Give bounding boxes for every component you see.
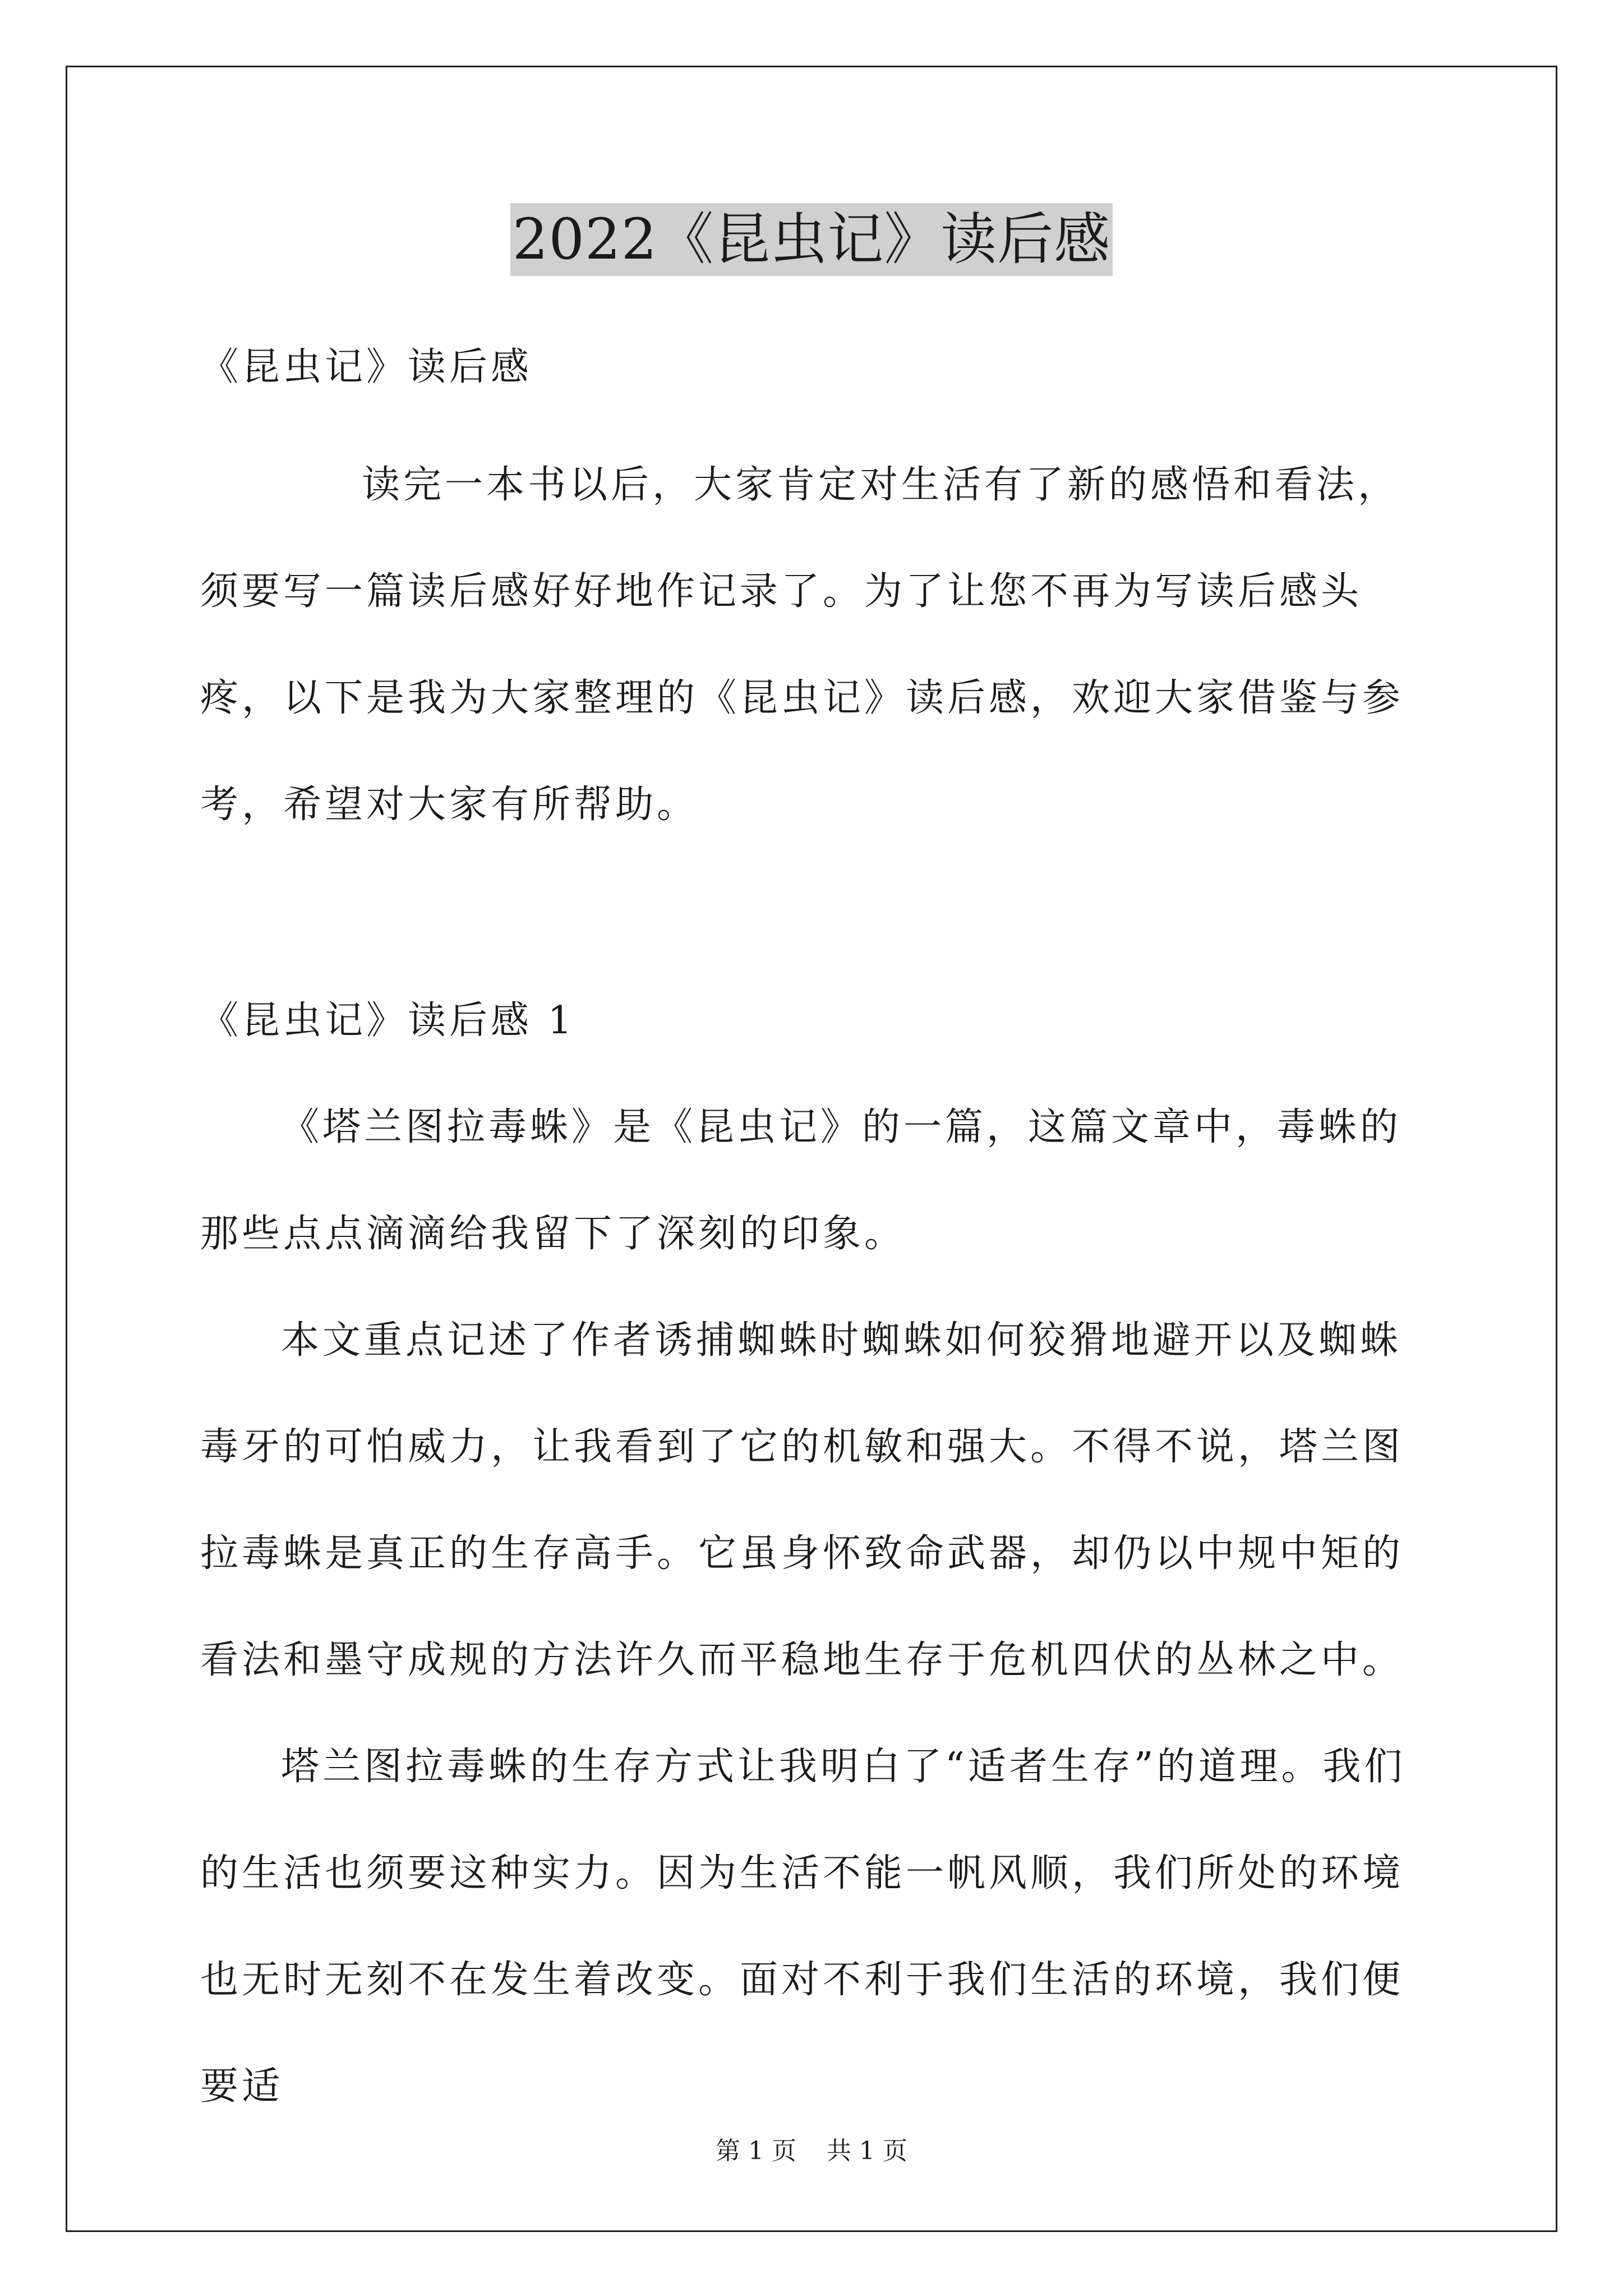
document-title: 2022《昆虫记》读后感 xyxy=(510,203,1113,276)
intro-paragraph: 读完一本书以后，大家肯定对生活有了新的感悟和看法，须要写一篇读后感好好地作记录了。为了让您不再为写读后感头疼，以下是我为大家整理的《昆虫记》读后感，欢迎大家借鉴与参考，希望对大家有所帮助。 xyxy=(200,463,1404,827)
page-number-total: 共 1 页 xyxy=(827,2137,907,2165)
section-heading-intro: 《昆虫记》读后感 xyxy=(200,345,533,389)
body-paragraph-1: 《塔兰图拉毒蛛》是《昆虫记》的一篇，这篇文章中，毒蛛的那些点点滴滴给我留下了深刻的印象。 xyxy=(200,1105,1402,1256)
body-paragraph-3: 塔兰图拉毒蛛的生存方式让我明白了“适者生存”的道理。我们的生活也须要这种实力。因为生活不能一帆风顺，我们所处的环境也无时无刻不在发生着改变。面对不利于我们生活的环境，我们便要适 xyxy=(200,1745,1406,2109)
section-heading-1: 《昆虫记》读后感 1 xyxy=(200,999,575,1043)
title-container xyxy=(0,203,1623,276)
body-paragraph-2: 本文重点记述了作者诱捕蜘蛛时蜘蛛如何狡猾地避开以及蜘蛛毒牙的可怕威力，让我看到了它的机敏和强大。不得不说，塔兰图拉毒蛛是真正的生存高手。它虽身怀致命武器，却仍以中规中矩的看法和墨守成规的方法许久而平稳地生存于危机四伏的丛林之中。 xyxy=(200,1318,1404,1682)
page-footer xyxy=(0,2134,1623,2168)
page-number-current: 第 1 页 xyxy=(716,2137,796,2165)
